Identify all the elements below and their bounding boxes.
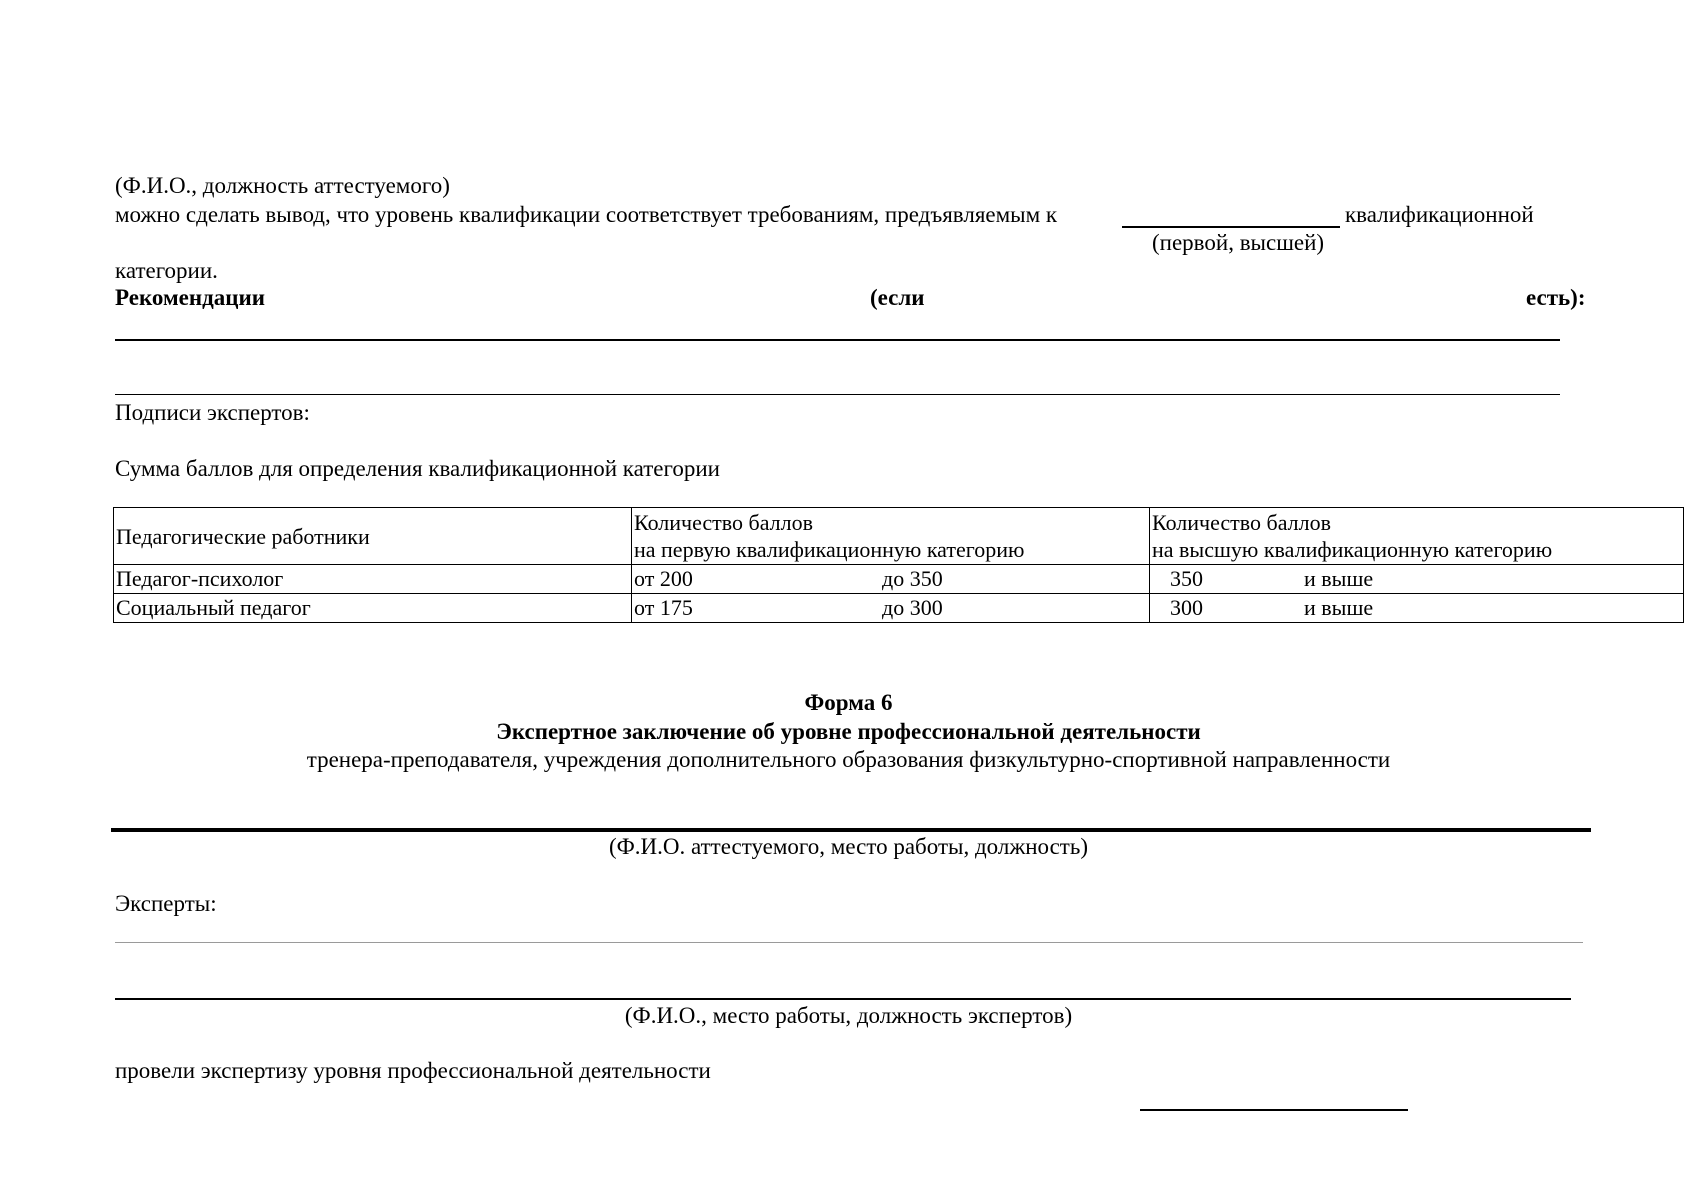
recommendations-line-1[interactable] (115, 339, 1560, 341)
experts-caption: (Ф.И.О., место работы, должность экспертов) (624, 1003, 1073, 1028)
header-first-category (632, 508, 1150, 565)
recommendations-if: (если (870, 285, 925, 310)
header-workers: Педагогические работники (114, 508, 632, 565)
recommendations-exist: есть): (1526, 285, 1586, 310)
row-first-range (632, 594, 1150, 623)
row-to: до 350 (882, 566, 943, 591)
score-table (113, 507, 1684, 623)
form-number: Форма 6 (804, 690, 893, 715)
row-to: до 300 (882, 595, 943, 620)
table-row (114, 594, 1684, 623)
header-high-line2: на высшую квалификационную категорию (1152, 537, 1553, 562)
header-high-category (1150, 508, 1684, 565)
form-subtitle: тренера-преподавателя, учреждения дополнительного образования физкультурно-спортивной направленности (306, 747, 1391, 772)
row-high-suffix: и выше (1304, 595, 1374, 620)
row-high-suffix: и выше (1304, 566, 1374, 591)
category-word: категории. (115, 258, 218, 283)
experts-label: Эксперты: (115, 891, 217, 916)
fio-attested-caption: (Ф.И.О. аттестуемого, место работы, должность) (608, 834, 1089, 859)
row-first-range (632, 565, 1150, 594)
table-header-row (114, 508, 1684, 565)
header-first-line1: Количество баллов (634, 510, 814, 535)
recommendations-label: Рекомендации (115, 285, 265, 310)
expertise-blank-line[interactable] (1140, 1109, 1408, 1111)
experts-line-1[interactable] (115, 942, 1583, 943)
row-from: от 200 (634, 566, 693, 591)
row-high-range (1150, 594, 1684, 623)
row-high: 350 (1170, 566, 1203, 591)
row-name: Социальный педагог (114, 594, 632, 623)
fio-thick-line[interactable] (111, 828, 1591, 832)
category-hint: (первой, высшей) (1152, 230, 1325, 255)
header-first-line2: на первую квалификационную категорию (634, 537, 1025, 562)
conclusion-end: квалификационной (1345, 202, 1534, 227)
expertise-text: провели экспертизу уровня профессиональной деятельности (115, 1058, 711, 1083)
row-name: Педагог-психолог (114, 565, 632, 594)
row-high: 300 (1170, 595, 1203, 620)
sum-title: Сумма баллов для определения квалификационной категории (115, 456, 720, 481)
recommendations-line-2[interactable] (115, 394, 1560, 395)
signatures-label: Подписи экспертов: (115, 400, 310, 425)
header-high-line1: Количество баллов (1152, 510, 1332, 535)
form-title: Экспертное заключение об уровне профессиональной деятельности (496, 719, 1201, 744)
fio-caption: (Ф.И.О., должность аттестуемого) (115, 173, 450, 198)
category-blank-line[interactable] (1122, 226, 1340, 228)
table-row (114, 565, 1684, 594)
row-high-range (1150, 565, 1684, 594)
conclusion-text: можно сделать вывод, что уровень квалификации соответствует требованиям, предъявляемым к (115, 202, 1058, 227)
row-from: от 175 (634, 595, 693, 620)
experts-line-2[interactable] (115, 998, 1571, 1000)
